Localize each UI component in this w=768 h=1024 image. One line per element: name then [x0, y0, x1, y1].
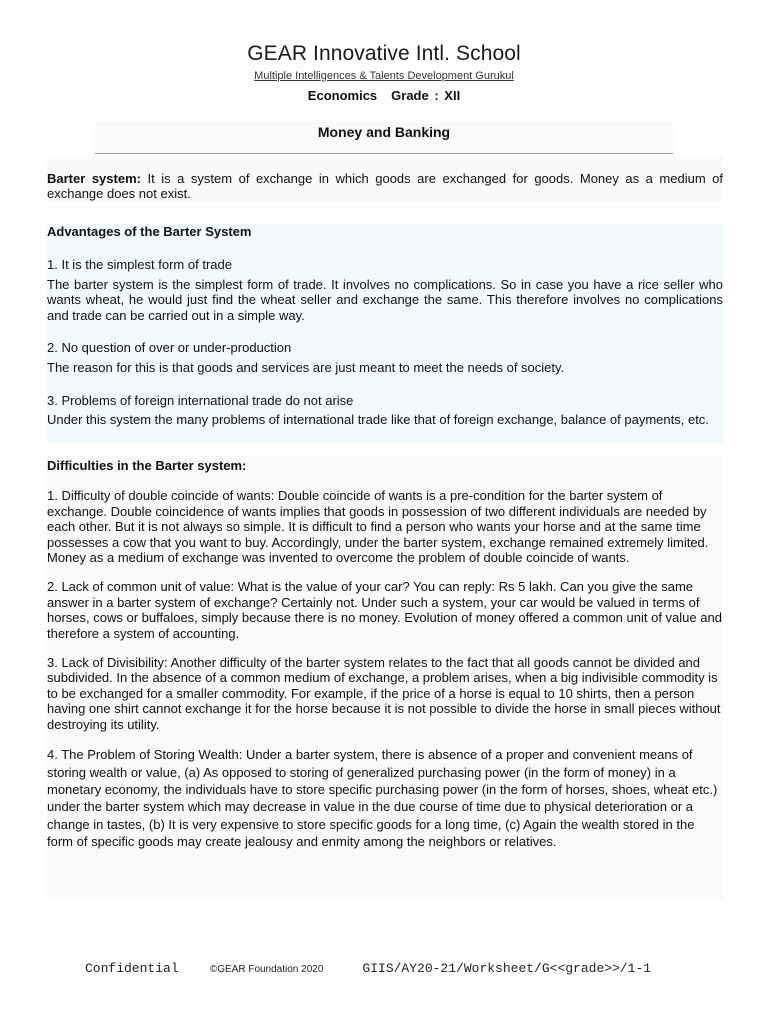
subject-label: Economics	[307, 88, 378, 103]
difficulties-section	[47, 456, 723, 900]
confidential-label: Confidential	[85, 961, 179, 976]
advantage-point: 3. Problems of foreign international trade do not arise	[47, 392, 354, 408]
advantage-point: 2. No question of over or under-production	[47, 340, 292, 356]
school-name: GEAR Innovative Intl. School	[247, 42, 521, 65]
school-subtitle: Multiple Intelligences & Talents Development Gurukul	[254, 70, 514, 82]
advantage-text: The barter system is the simplest form of trade. It involves no complications. So in case you have a rice seller who wants wheat, he would just find the wheat seller and exchange the same. This therefore involves no complications and trade can be carried out in a simple way.	[47, 276, 723, 323]
advantages-heading: Advantages of the Barter System	[47, 224, 252, 239]
advantage-point: 1. It is the simplest form of trade	[47, 257, 232, 273]
barter-definition-text: It is a system of exchange in which goods are exchanged for goods. Money as a medium of exchange does not exist.	[47, 171, 724, 202]
title-box	[95, 122, 673, 154]
advantage-text: The reason for this is that goods and services are just meant to meet the needs of society.	[47, 360, 565, 376]
document-reference: GIIS/AY20-21/Worksheet/G<<grade>>/1-1	[362, 961, 652, 976]
copyright-label: ©GEAR Foundation 2020	[209, 964, 324, 975]
intro-section	[47, 157, 723, 202]
document-title: Money and Banking	[317, 124, 451, 140]
difficulty-item: 1. Difficulty of double coincide of wants: Double coincide of wants is a pre-condition for the barter system of exchange. Double coincidence of wants implies that goods in possession of two different individuals are needed by each other. But it is not always so simple. It is difficult to find a person who wants your horse and at the same time possesses a cow that you want to buy. Accordingly, under the barter system, exchange remained extremely limited. Money as a medium of exchange was invented to overcome the problem of double coincide of wants.	[47, 488, 709, 566]
difficulty-item: 2. Lack of common unit of value: What is the value of your car? You can reply: Rs 5 lakh. Can you give the same answer in a barter system of exchange? Certainly not. Under such a system, your car would be valued in terms of horses, cows or buffaloes, simply because there is no money. Evolution of money offered a common unit of value and therefore a system of accounting.	[47, 579, 722, 641]
barter-definition	[47, 171, 723, 202]
advantages-section	[47, 224, 723, 443]
advantage-text: Under this system the many problems of international trade like that of foreign exchange, balance of payments, etc.	[47, 412, 709, 428]
subject-line	[0, 88, 768, 103]
barter-term: Barter system:	[47, 171, 141, 186]
difficulties-heading: Difficulties in the Barter system:	[47, 458, 247, 473]
page-footer	[85, 961, 651, 976]
grade-label: Grade : XII	[391, 88, 461, 103]
difficulty-item: 3. Lack of Divisibility: Another difficulty of the barter system relates to the fact that all goods cannot be divided and subdivided. In the absence of a common medium of exchange, a problem arises, when a big indivisible commodity is to be exchanged for a smaller commodity. For example, if the price of a horse is equal to 10 shirts, then a person having one shirt cannot exchange it for the horse because it is not possible to divide the horse in small pieces without destroying its utility.	[47, 655, 721, 732]
difficulty-item: 4. The Problem of Storing Wealth: Under a barter system, there is absence of a proper and convenient means of storing wealth or value, (a) As opposed to storing of generalized purchasing power (in the form of money) in a monetary economy, the individuals have to store specific purchasing power (in the form of horses, shoes, wheat etc.) under the barter system which may decrease in value in the due course of time due to physical deterioration or a change in tastes, (b) It is very expensive to store specific goods for a long time, (c) Again the wealth stored in the form of specific goods may create jealousy and enmity among the neighbors or relatives.	[47, 747, 718, 850]
